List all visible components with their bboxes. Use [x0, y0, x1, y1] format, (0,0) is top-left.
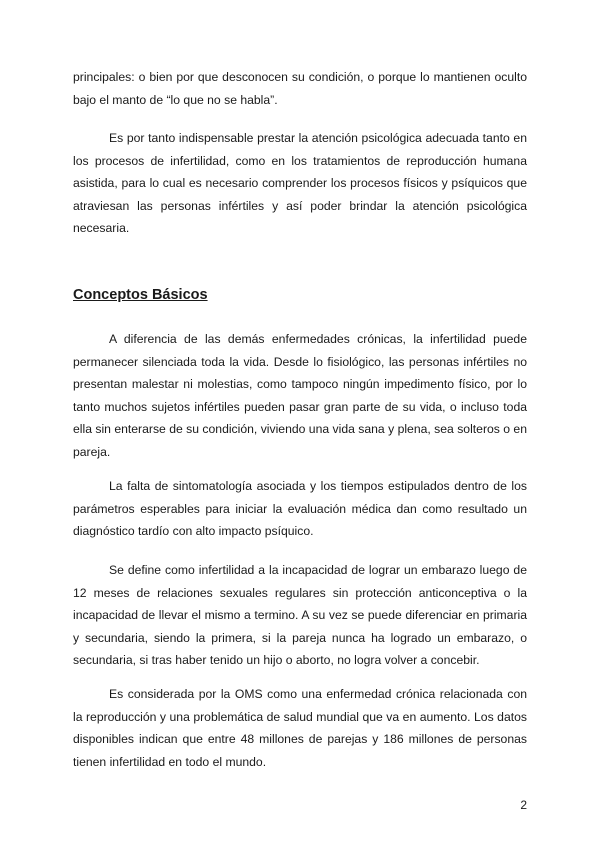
paragraph-silent-condition: A diferencia de las demás enfermedades crónicas, la infertilidad puede permanecer silenciada toda la vida. Desde lo fisiológico, las personas infértiles no presentan malestar ni molestias, como tampoco ningún impedimento físico, por lo tanto muchos sujetos infértiles pueden pasar gran parte de su vida, o incluso toda ella sin enterarse de su condición, viviendo una vida sana y plena, sea solteros o en pareja. [73, 332, 527, 459]
paragraph-late-diagnosis: La falta de sintomatología asociada y los tiempos estipulados dentro de los parámetros esperables para iniciar la evaluación médica dan como resultado un diagnóstico tardío con alto impacto psíquico. [73, 479, 527, 538]
paragraph-psychological-attention: Es por tanto indispensable prestar la atención psicológica adecuada tanto en los procesos de infertilidad, como en los tratamientos de reproducción humana asistida, para lo cual es necesario comprender los procesos físicos y psíquicos que atraviesan las personas infértiles y así poder brindar la atención psicológica necesaria. [73, 131, 527, 235]
paragraph-oms: Es considerada por la OMS como una enfermedad crónica relacionada con la reproducción y una problemática de salud mundial que va en aumento. Los datos disponibles indican que entre 48 millones de parejas y 186 millones de personas tienen infertilidad en todo el mundo. [73, 687, 527, 769]
paragraph-definition: Se define como infertilidad a la incapacidad de lograr un embarazo luego de 12 meses de relaciones sexuales regulares sin protección anticonceptiva o la incapacidad de llevar el mismo a termino. A su vez se puede diferenciar en primaria y secundaria, siendo la primera, si la pareja nunca ha logrado un embarazo, o secundaria, si tras haber tenido un hijo o aborto, no logra volver a concebir. [73, 563, 527, 667]
page-number: 2 [520, 798, 527, 812]
paragraph-continuation: principales: o bien por que desconocen su condición, o porque lo mantienen oculto bajo el manto de “lo que no se habla”. [73, 70, 527, 107]
section-heading: Conceptos Básicos [73, 287, 208, 303]
